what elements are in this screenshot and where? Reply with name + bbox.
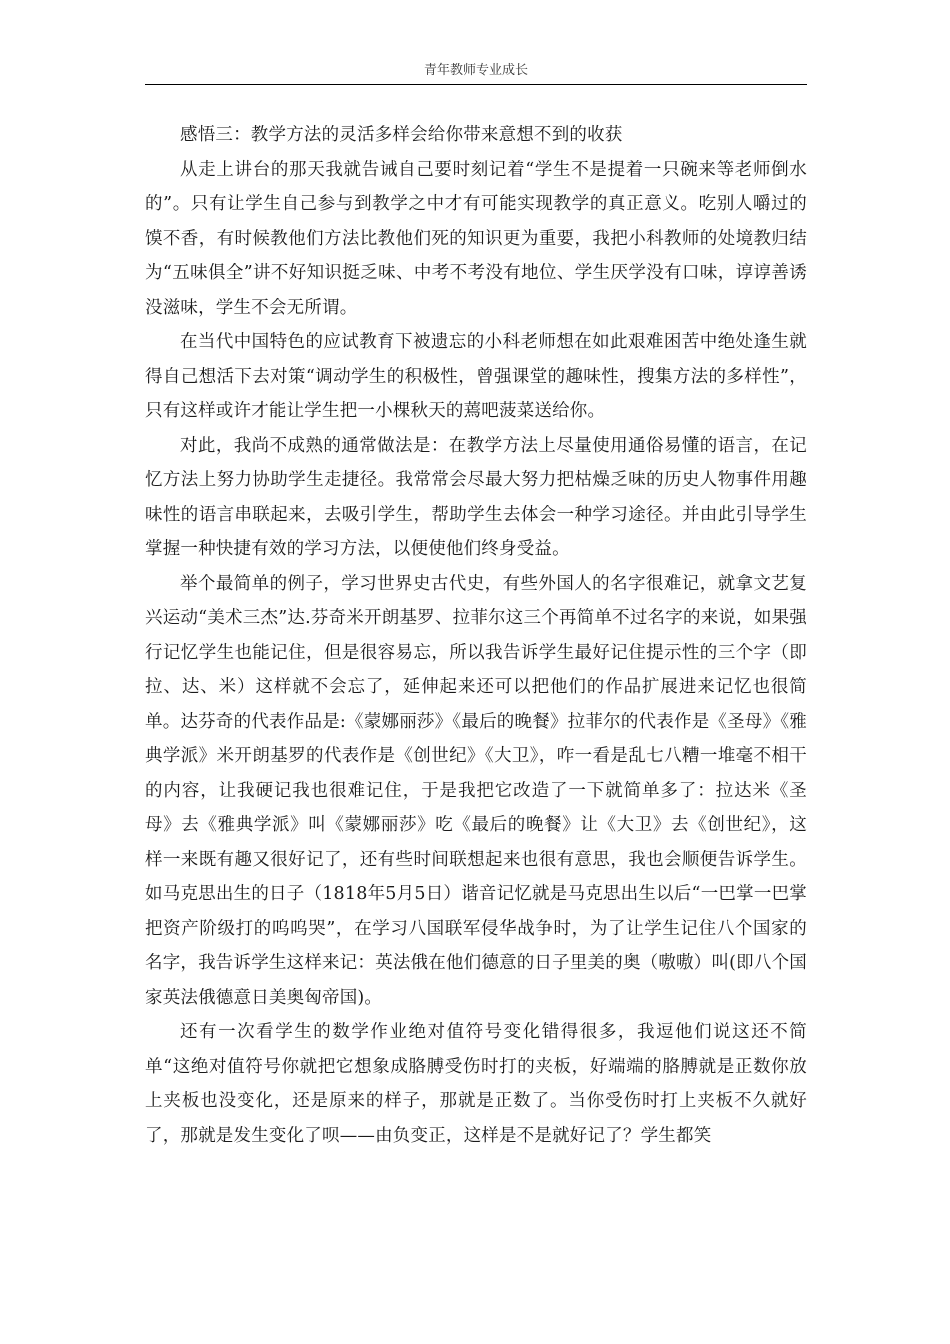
header-title: 青年教师专业成长: [423, 63, 528, 78]
page-header: [145, 62, 807, 85]
section-heading: 感悟三：教学方法的灵活多样会给你带来意想不到的收获: [180, 125, 623, 145]
paragraph: 还有一次看学生的数学作业绝对值符号变化错得很多，我逗他们说这还不简单“这绝对值符号你就把它想象成胳膊受伤时打的夹板，好端端的胳膊就是正数你放上夹板也没变化，还是原来的样子，那就是正数了。当你受伤时打上夹板不久就好了，那就是发生变化了呗——由负变正，这样是不是就好记了？学生都笑: [145, 1022, 807, 1146]
paragraph: 对此，我尚不成熟的通常做法是：在教学方法上尽量使用通俗易懂的语言，在记忆方法上努力协助学生走捷径。我常常会尽最大努力把枯燥乏味的历史人物事件用趣味性的语言串联起来，去吸引学生，帮助学生去体会一种学习途径。并由此引导学生掌握一种快捷有效的学习方法，以便使他们终身受益。: [145, 435, 807, 559]
paragraph: 举个最简单的例子，学习世界史古代史，有些外国人的名字很难记，就拿文艺复兴运动“美术三杰”达.芬奇米开朗基罗、拉菲尔这三个再简单不过名字的来说，如果强行记忆学生也能记住，但是很容易忘，所以我告诉学生最好记住提示性的三个字（即拉、达、米）这样就不会忘了，延伸起来还可以把他们的作品扩展进来记忆也很简单。达芬奇的代表作品是:《蒙娜丽莎》《最后的晚餐》拉菲尔的代表作是《圣母》《雅典学派》米开朗基罗的代表作是《创世纪》《大卫》，咋一看是乱七八糟一堆毫不相干的内容，让我硬记我也很难记住，于是我把它改造了一下就简单多了：拉达米《圣母》去《雅典学派》叫《蒙娜丽莎》吃《最后的晚餐》让《大卫》去《创世纪》，这样一来既有趣又很好记了，还有些时间联想起来也很有意思，我也会顺便告诉学生。如马克思出生的日子（1818年5月5日）谐音记忆就是马克思出生以后“一巴掌一巴掌把资产阶级打的呜呜哭”，在学习八国联军侵华战争时，为了让学生记住八个国家的名字，我告诉学生这样来记：英法俄在他们德意的日子里美的奥（嗷嗷）叫(即八个国家英法俄德意日美奥匈帝国)。: [145, 573, 807, 1008]
document-body: [145, 118, 807, 1153]
paragraph: 在当代中国特色的应试教育下被遗忘的小科老师想在如此艰难困苦中绝处逢生就得自己想活下去对策“调动学生的积极性，曾强课堂的趣味性，搜集方法的多样性”，只有这样或许才能让学生把一小棵秋天的蔫吧菠菜送给你。: [145, 332, 807, 421]
paragraph: 从走上讲台的那天我就告诫自己要时刻记着“学生不是提着一只碗来等老师倒水的”。只有让学生自己参与到教学之中才有可能实现教学的真正意义。吃别人嚼过的馍不香，有时候教他们方法比教他们死的知识更为重要，我把小科教师的处境教归结为“五味俱全”讲不好知识挺乏味、中考不考没有地位、学生厌学没有口味，谆谆善诱没滋味，学生不会无所谓。: [145, 159, 807, 318]
